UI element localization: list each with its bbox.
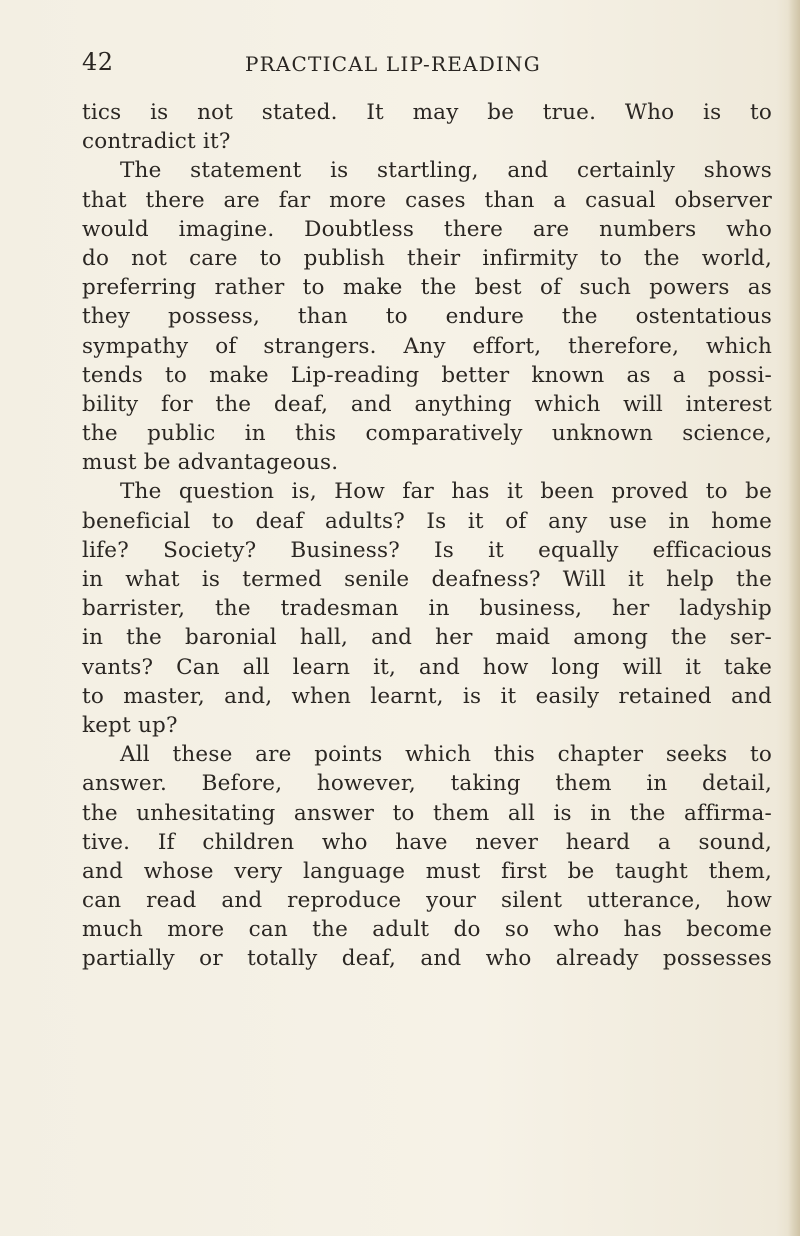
text-line: tends to make Lip-reading better known as a possi-	[82, 362, 772, 388]
text-line: much more can the adult do so who has become	[82, 917, 772, 943]
text-line: to master, and, when learnt, is it easily retained and	[82, 683, 772, 709]
page-header	[0, 48, 800, 84]
text-line: can read and reproduce your silent utterance, how	[82, 888, 772, 914]
text-line: tive. If children who have never heard a sound,	[82, 829, 772, 855]
text-line: tics is not stated. It may be true. Who is to	[82, 100, 772, 125]
text-line: they possess, than to endure the ostentatious	[82, 304, 772, 330]
text-line: beneficial to deaf adults? Is it of any use in home	[82, 508, 772, 534]
text-line: would imagine. Doubtless there are numbers who	[82, 216, 772, 242]
text-line: bility for the deaf, and anything which will interest	[82, 391, 772, 417]
text-line: kept up?	[82, 712, 178, 738]
text-line: and whose very language must first be taught them,	[82, 858, 772, 884]
text-line: answer. Before, however, taking them in detail,	[82, 771, 772, 797]
text-line: sympathy of strangers. Any effort, therefore, which	[82, 333, 772, 359]
text-line: preferring rather to make the best of such powers as	[82, 275, 772, 301]
text-line: contradict it?	[82, 129, 231, 155]
page-edge-shadow	[788, 0, 800, 1236]
text-line: vants? Can all learn it, and how long will it take	[82, 654, 772, 680]
body-text	[82, 98, 772, 974]
text-line: The statement is startling, and certainly shows	[120, 158, 772, 184]
text-line: the public in this comparatively unknown science,	[82, 421, 772, 447]
text-line: do not care to publish their infirmity to the world,	[82, 245, 772, 271]
text-line: The question is, How far has it been proved to be	[120, 479, 772, 505]
page-number: 42	[82, 48, 114, 76]
running-head: PRACTICAL LIP-READING	[245, 52, 541, 76]
text-line: barrister, the tradesman in business, her ladyship	[82, 596, 772, 622]
text-line: the unhesitating answer to them all is in the affirma-	[82, 800, 772, 826]
text-line: that there are far more cases than a casual observer	[82, 187, 772, 213]
text-line: All these are points which this chapter seeks to	[120, 742, 772, 768]
text-line: life? Society? Business? Is it equally efficacious	[82, 537, 772, 563]
text-line: must be advantageous.	[82, 450, 339, 476]
text-line: in the baronial hall, and her maid among the ser-	[82, 625, 772, 651]
text-line: partially or totally deaf, and who already possesses	[82, 946, 772, 972]
text-line: in what is termed senile deafness? Will it help the	[82, 567, 772, 592]
